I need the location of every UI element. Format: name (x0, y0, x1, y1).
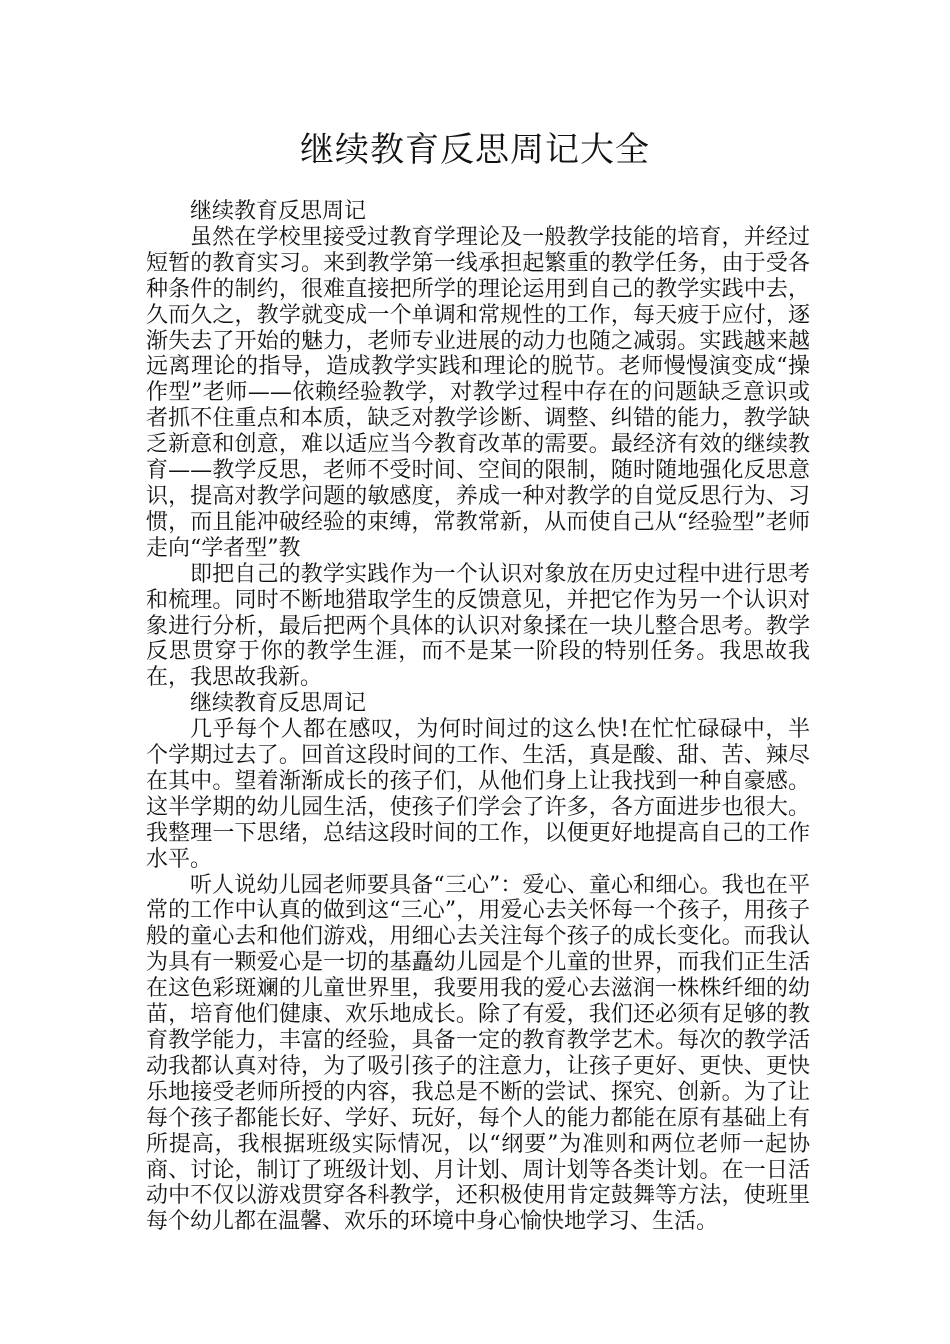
body-paragraph: 即把自己的教学实践作为一个认识对象放在历史过程中进行思考和梳理。同时不断地猎取学生的反馈意见，并把它作为另一个认识对象进行分析，最后把两个具体的认识对象揉在一块儿整合思考。教学反思贯穿于你的教学生涯，而不是某一阶段的特别任务。我思故我在，我思故我新。 (146, 561, 810, 691)
body-paragraph: 几乎每个人都在感叹，为何时间过的这么快!在忙忙碌碌中，半个学期过去了。回首这段时间的工作、生活，真是酸、甜、苦、辣尽在其中。望着渐渐成长的孩子们，从他们身上让我找到一种自豪感。这半学期的幼儿园生活，使孩子们学会了许多，各方面进步也很大。我整理一下思绪，总结这段时间的工作，以便更好地提高自己的工作水平。 (146, 717, 810, 872)
section-heading: 继续教育反思周记 (190, 691, 367, 717)
document-title: 继续教育反思周记大全 (300, 130, 650, 170)
body-paragraph: 听人说幼儿园老师要具备“三心”：爱心、童心和细心。我也在平常的工作中认真的做到这“三心”，用爱心去关怀每一个孩子，用孩子般的童心去和他们游戏，用细心去关注每个孩子的成长变化。而我认为具有一颗爱心是一切的基矗幼儿园是个儿童的世界，而我们正生活在这色彩斑斓的儿童世界里，我要用我的爱心去滋润一株株纤细的幼苗，培育他们健康、欢乐地成长。除了有爱，我们还必须有足够的教育教学能力，丰富的经验，具备一定的教育教学艺术。每次的教学活动我都认真对待，为了吸引孩子的注意力，让孩子更好、更快、更快乐地接受老师所授的内容，我总是不断的尝试、探究、创新。为了让每个孩子都能长好、学好、玩好，每个人的能力都能在原有基础上有所提高，我根据班级实际情况，以“纲要”为准则和两位老师一起协商、讨论，制订了班级计划、月计划、周计划等各类计划。在一日活动中不仅以游戏贯穿各科教学，还积极使用肯定鼓舞等方法，使班里每个幼儿都在温馨、欢乐的环境中身心愉快地学习、生活。 (146, 872, 810, 1235)
document-body (146, 199, 810, 1235)
body-paragraph: 虽然在学校里接受过教育学理论及一般教学技能的培育，并经过短暂的教育实习。来到教学第一线承担起繁重的教学任务，由于受各种条件的制约，很难直接把所学的理论运用到自己的教学实践中去，久而久之，教学就变成一个单调和常规性的工作，每天疲于应付，逐渐失去了开始的魅力，老师专业进展的动力也随之减弱。实践越来越远离理论的指导，造成教学实践和理论的脱节。老师慢慢演变成“操作型”老师——依赖经验教学，对教学过程中存在的问题缺乏意识或者抓不住重点和本质，缺乏对教学诊断、调整、纠错的能力，教学缺乏新意和创意，难以适应当今教育改革的需要。最经济有效的继续教育——教学反思，老师不受时间、空间的限制，随时随地强化反思意识，提高对教学问题的敏感度，养成一种对教学的自觉反思行为、习惯，而且能冲破经验的束缚，常教常新，从而使自己从“经验型”老师走向“学者型”教 (146, 224, 810, 561)
section-heading: 继续教育反思周记 (190, 199, 367, 224)
